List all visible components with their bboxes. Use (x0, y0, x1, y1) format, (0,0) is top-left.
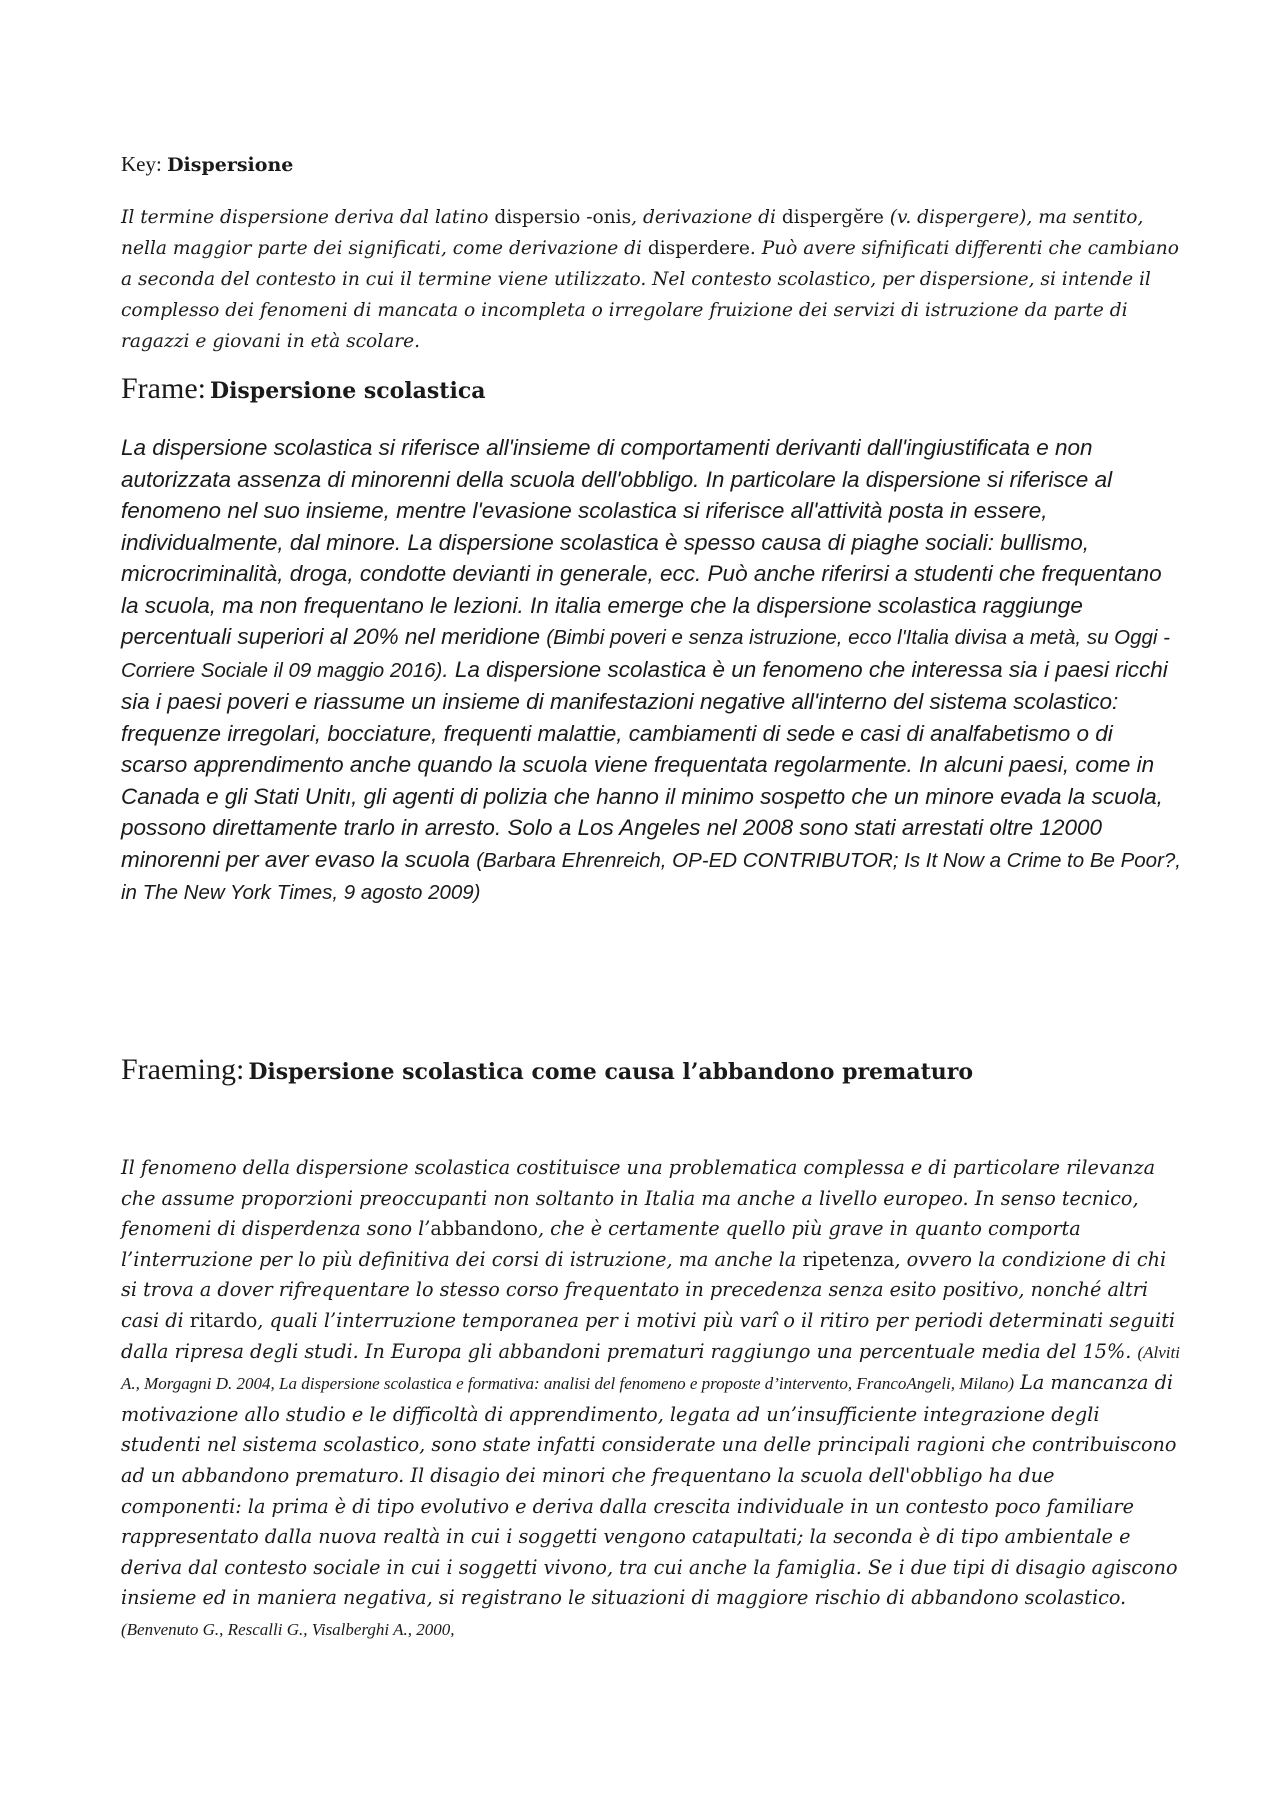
key-label: Key: (121, 152, 162, 176)
key-paragraph (121, 202, 1181, 357)
key-value: Dispersione (167, 154, 294, 176)
text-run: . La dispersione scolastica è un fenomeno che interessa sia i paesi ricchi sia i paesi poveri e riassume un insieme di manifestazioni negative all'interno del sistema scolastico: frequenze irregolari, bocciature, frequenti malattie, cambiamenti di sede e casi di analfabetismo o di scarso apprendimento anche quando la scuola viene frequentata regolarmente. In alcuni paesi, come in Canada e gli Stati Unitı, gli agenti di polizia che hanno il minimo sospetto che un minore evada la scuola, possono direttamente trarlo in arresto. Solo a Los Angeles nel 2008 sono stati arrestati oltre 12000 minorenni per aver evaso la scuola (121, 656, 1168, 872)
text-run: (Benvenuto G., Rescalli G., Visalberghi A., 2000, (121, 1619, 455, 1639)
text-run: La dispersione scolastica si riferisce all'insieme di comportamenti derivanti dall'ingiustificata e non autorizzata assenza di minorenni della scuola dell'obbligo. In particolare la dispersione si riferisce al fenomeno nel suo insieme, mentre l'evasione scolastica si riferisce all'attività posta in essere, individualmente, dal minore. La dispersione scolastica è spesso causa di piaghe sociali: bullismo, microcriminalità, droga, condotte devianti in generale, ecc. Può anche riferirsi a studenti che frequentano la scuola, ma non frequentano le lezioni. In italia emerge che la dispersione scolastica raggiunge percentuali superiori al 20% nel meridione (121, 435, 1162, 649)
text-run: dispergĕre (781, 207, 884, 228)
text-run: , quali l’interruzione temporanea per i motivi più varî o il ritiro per periodi determinati seguiti dalla ripresa degli studi. In Europa gli abbandoni prematuri raggiungo una percentuale media del 15%. (121, 1308, 1176, 1363)
text-run: (Bimbi poveri e senza istruzione, ecco l'Italia divisa a metà, su Oggi - Corriere Sociale il 09 maggio 2016) (121, 626, 1170, 682)
text-run: disperdere (647, 238, 750, 259)
framing-paragraph (121, 1153, 1181, 1646)
text-run: (Alviti A., Morgagni D. 2004, La dispersione scolastica e formativa: analisi del fenomeno e proposte d’intervento, FrancoAngeli, Milano) (121, 1342, 1180, 1394)
text-run: , che è certamente quello più grave in quanto comporta l’interruzione per lo più definitiva dei corsi di istruzione, ma anche la (121, 1217, 1081, 1271)
frame-heading (121, 372, 485, 406)
framing-heading (121, 1053, 973, 1087)
text-run: Il fenomeno della dispersione scolastica costituisce una problematica complessa e di particolare rilevanza che assume proporzioni preoccupanti non soltanto in Italia ma anche a livello europeo. In senso tecnico, fenomeni di disperdenza sono l’ (121, 1156, 1156, 1241)
frame-value: Dispersione scolastica (209, 378, 486, 404)
text-run: ripetenza (802, 1247, 895, 1271)
frame-label: Frame: (121, 372, 206, 405)
text-run: . Può avere sifnificati differenti che cambiano a seconda del contesto in cui il termine viene utilizzato. Nel contesto scolastico, per dispersione, si intende il complesso dei fenomeni di mancata o incompleta o irregolare fruizione dei servizi di istruzione da parte di ragazzi e giovani in età scolare. (121, 238, 1179, 352)
text-run: (v. dispergere), ma sentito, nella maggior parte dei significati, come derivazione di (121, 207, 1144, 259)
text-run: , ovvero la condizione di chi si trova a dover rifrequentare lo stesso corso frequentato in precedenza senza esito positivo, nonché altri casi di (121, 1247, 1167, 1332)
text-run: La mancanza di motivazione allo studio e le difficoltà di apprendimento, legata ad un’insufficiente integrazione degli studenti nel sistema scolastico, sono state infatti considerate una delle principali ragioni che contribuiscono ad un abbandono prematuro. Il disagio dei minori che frequentano la scuola dell'obbligo ha due componenti: la prima è di tipo evolutivo e deriva dalla crescita individuale in un contesto poco familiare rappresentato dalla nuova realtà in cui i soggetti vengono catapultati; la seconda è di tipo ambientale e deriva dal contesto sociale in cui i soggetti vivono, tra cui anche la famiglia. Se i due tipi di disagio agiscono insieme ed in maniera negativa, si registrano le situazioni di maggiore rischio di abbandono scolastico. (121, 1371, 1178, 1610)
text-run: Il termine dispersione deriva dal latino (121, 207, 495, 228)
text-run: dispersio -onis (494, 207, 632, 228)
framing-label: Fraeming: (121, 1053, 245, 1086)
key-heading (121, 152, 293, 177)
text-run: ritardo (189, 1308, 258, 1332)
text-run: , derivazione di (631, 207, 782, 228)
framing-value: Dispersione scolastica come causa l’abbandono prematuro (248, 1059, 974, 1085)
frame-paragraph (121, 432, 1181, 909)
text-run: abbandono (430, 1217, 538, 1241)
text-run: (Barbara Ehrenreich, OP-ED CONTRIBUTOR; Is It Now a Crime to Be Poor?, in The New York Times, 9 agosto 2009) (121, 848, 1182, 904)
